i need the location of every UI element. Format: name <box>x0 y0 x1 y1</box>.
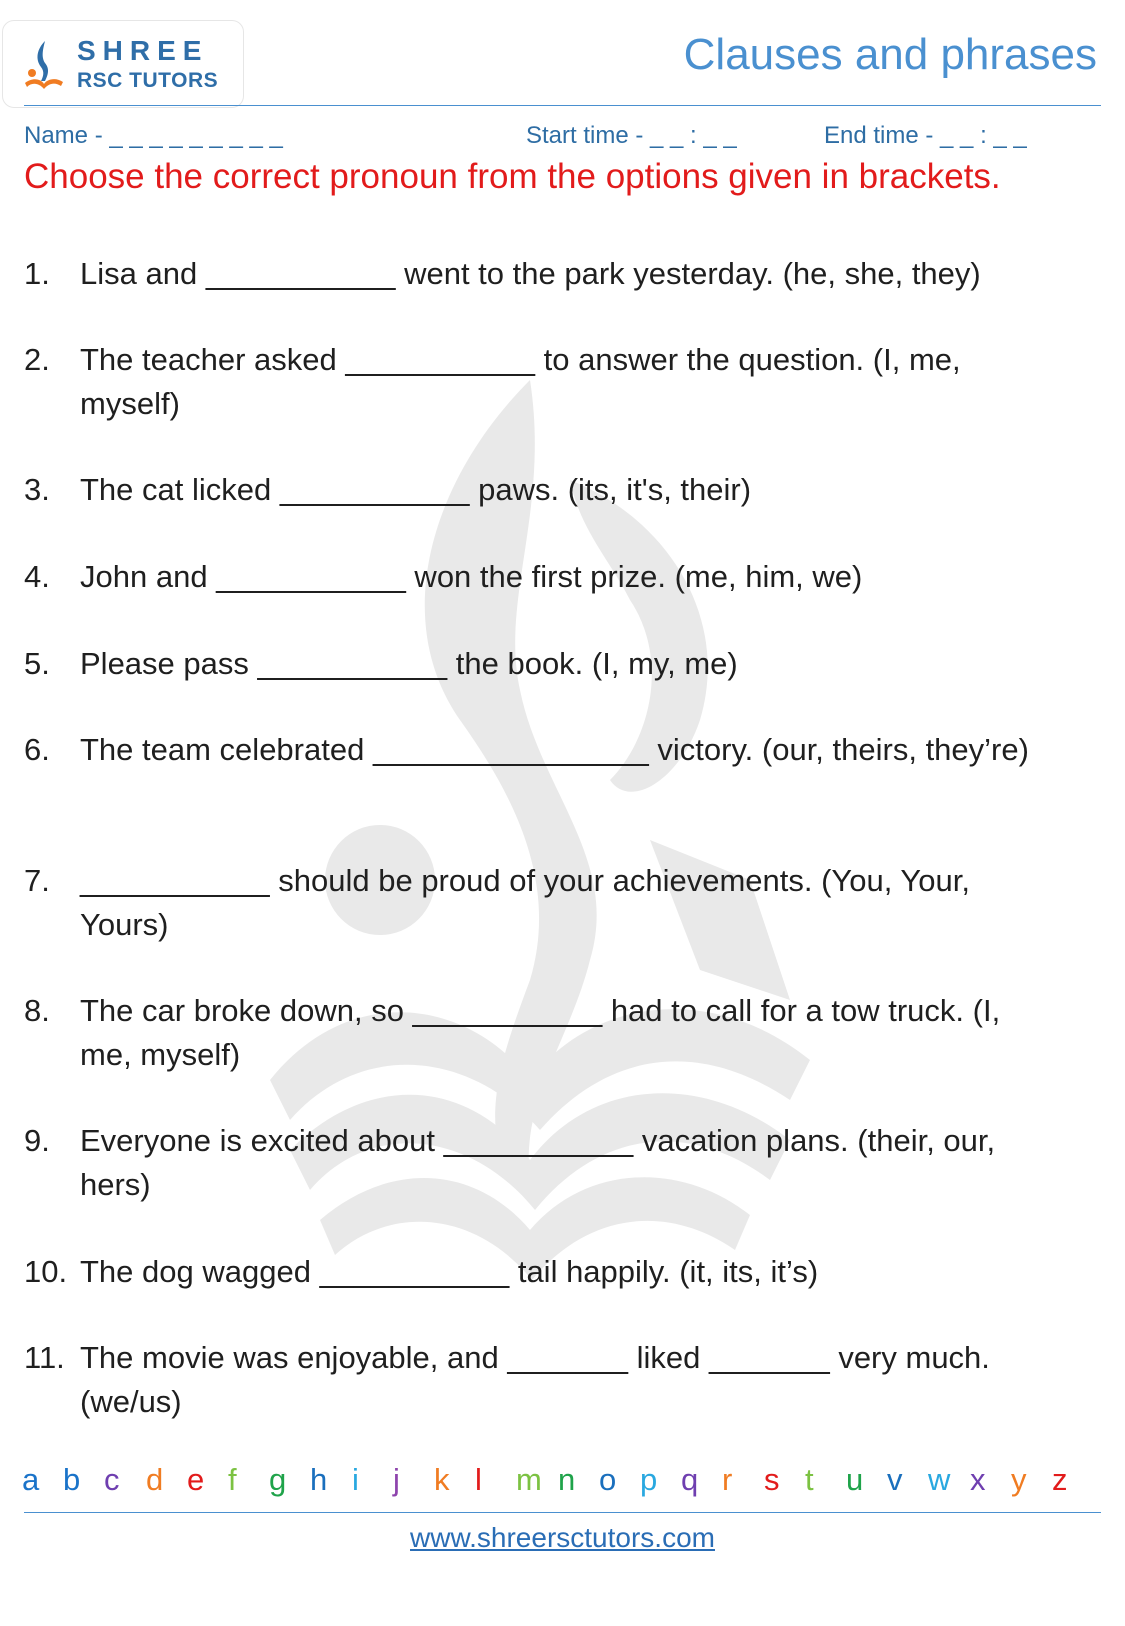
alphabet-letter-k: k <box>434 1462 450 1497</box>
alphabet-letter-i: i <box>352 1462 359 1497</box>
question-text: John and ___________ won the first prize. (me, him, we) <box>80 559 863 594</box>
question-item <box>24 1250 1054 1294</box>
alphabet-letter-b: b <box>63 1462 81 1497</box>
question-item <box>24 252 1054 296</box>
alphabet-letter-f: f <box>228 1462 237 1497</box>
website-link[interactable]: www.shreersctutors.com <box>410 1522 715 1553</box>
question-item <box>24 989 1054 1077</box>
logo-text-tutors: RSC TUTORS <box>77 69 219 92</box>
alphabet-letter-l: l <box>475 1462 482 1497</box>
question-item <box>24 859 1054 947</box>
question-item <box>24 728 1054 772</box>
question-text: The teacher asked ___________ to answer the question. (I, me, myself) <box>80 342 961 421</box>
start-time-field: Start time - _ _ : _ _ <box>526 122 737 149</box>
alphabet-letter-q: q <box>681 1462 699 1497</box>
question-text: The dog wagged ___________ tail happily. (it, its, it’s) <box>80 1254 819 1289</box>
question-item <box>24 1336 1054 1424</box>
alphabet-letter-o: o <box>599 1462 617 1497</box>
question-text: The team celebrated ________________ victory. (our, theirs, they’re) <box>80 732 1029 767</box>
question-item <box>24 555 1054 599</box>
alphabet-letter-u: u <box>846 1462 864 1497</box>
question-number: 7. <box>24 863 50 898</box>
question-text: The cat licked ___________ paws. (its, it's, their) <box>80 472 752 507</box>
question-number: 2. <box>24 342 50 377</box>
question-number: 5. <box>24 646 50 681</box>
question-number: 8. <box>24 993 50 1028</box>
alphabet-letter-x: x <box>970 1462 986 1497</box>
alphabet-letter-c: c <box>104 1462 120 1497</box>
end-time-field: End time - _ _ : _ _ <box>824 122 1027 149</box>
question-text: Lisa and ___________ went to the park yesterday. (he, she, they) <box>80 256 981 291</box>
question-number: 6. <box>24 732 50 767</box>
name-field: Name - _ _ _ _ _ _ _ _ _ <box>24 122 283 149</box>
question-text: The movie was enjoyable, and _______ liked _______ very much. (we/us) <box>80 1340 990 1419</box>
alphabet-letter-v: v <box>887 1462 903 1497</box>
alphabet-letter-t: t <box>805 1462 814 1497</box>
logo-text-shree: SHREE <box>77 35 209 66</box>
question-number: 11. <box>24 1340 65 1375</box>
question-number: 4. <box>24 559 50 594</box>
alphabet-letter-d: d <box>146 1462 164 1497</box>
alphabet-letter-a: a <box>22 1462 40 1497</box>
alphabet-letter-j: j <box>393 1462 400 1497</box>
alphabet-letter-z: z <box>1052 1462 1068 1497</box>
question-text: Everyone is excited about ___________ vacation plans. (their, our, hers) <box>80 1123 996 1202</box>
question-number: 10. <box>24 1254 68 1289</box>
alphabet-letter-g: g <box>269 1462 287 1497</box>
question-number: 9. <box>24 1123 50 1158</box>
question-item <box>24 1119 1054 1207</box>
question-number: 3. <box>24 472 50 507</box>
instruction-text: Choose the correct pronoun from the options given in brackets. <box>24 157 1001 196</box>
footer-divider <box>24 1512 1101 1513</box>
brand-logo <box>2 20 244 108</box>
header-divider <box>24 105 1101 106</box>
question-text: Please pass ___________ the book. (I, my, me) <box>80 646 738 681</box>
alphabet-letter-r: r <box>722 1462 733 1497</box>
page-title: Clauses and phrases <box>683 30 1097 79</box>
alphabet-letter-h: h <box>310 1462 328 1497</box>
alphabet-letter-y: y <box>1011 1462 1027 1497</box>
alphabet-letter-n: n <box>558 1462 576 1497</box>
question-number: 1. <box>24 256 50 291</box>
alphabet-strip <box>22 1462 1072 1506</box>
question-item <box>24 338 1054 426</box>
question-item <box>24 642 1054 686</box>
alphabet-letter-p: p <box>640 1462 658 1497</box>
question-text: The car broke down, so ___________ had to call for a tow truck. (I, me, myself) <box>80 993 1001 1072</box>
alphabet-letter-e: e <box>187 1462 205 1497</box>
alphabet-letter-m: m <box>516 1462 542 1497</box>
alphabet-letter-s: s <box>764 1462 780 1497</box>
logo-emblem-icon <box>23 39 65 91</box>
alphabet-letter-w: w <box>928 1462 951 1497</box>
question-text: ___________ should be proud of your achievements. (You, Your, Yours) <box>80 863 970 942</box>
question-item <box>24 468 1054 512</box>
